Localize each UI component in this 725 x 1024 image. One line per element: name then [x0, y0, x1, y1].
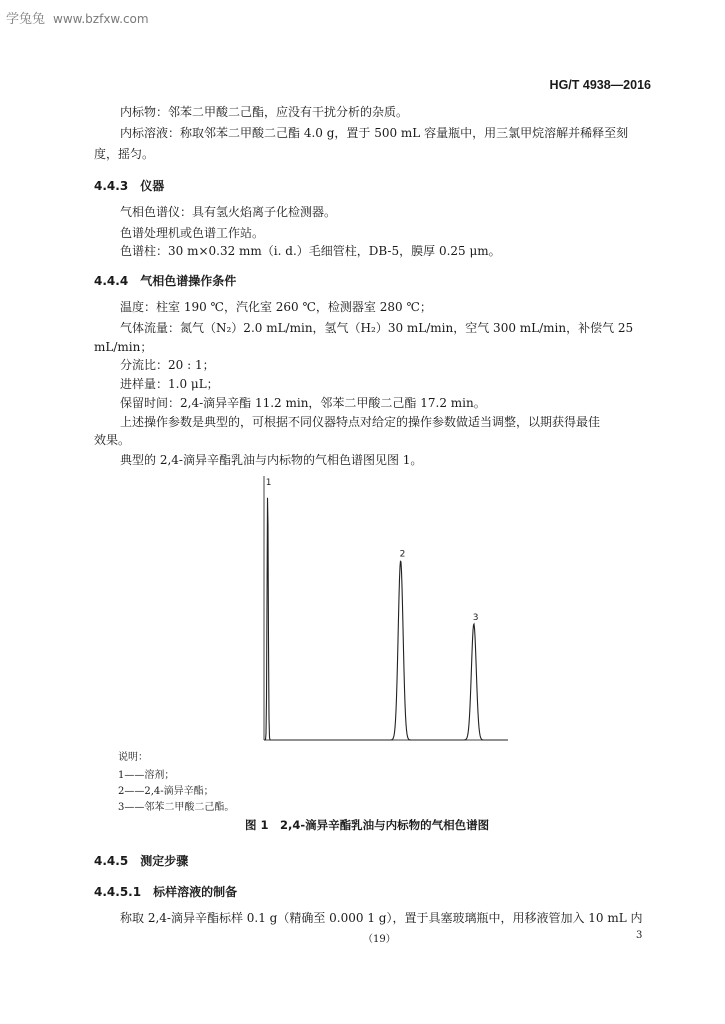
legend-separator: —— — [124, 786, 145, 797]
heading-number: 4.4.5.1 — [94, 885, 142, 899]
gas-flow-line-1: 气体流量：氮气（N₂）2.0 mL/min，氢气（H₂）30 mL/min，空气 300 mL/min，补偿气 25 — [120, 321, 634, 335]
heading-title: 仪器 — [140, 179, 165, 193]
legend-item — [118, 798, 234, 813]
instrument-column-line: 色谱柱：30 m×0.32 mm（i. d.）毛细管柱，DB-5，膜厚 0.25 μm。 — [120, 244, 501, 258]
legend-number: 3 — [118, 802, 125, 813]
heading-title: 气相色谱操作条件 — [140, 274, 237, 288]
figure-reference-line: 典型的 2,4-滴异辛酯乳油与内标物的气相色谱图见图 1。 — [120, 453, 423, 467]
legend-number: 1 — [118, 770, 125, 781]
temperature-line: 温度：柱室 190 ℃，汽化室 260 ℃，检测器室 280 ℃； — [120, 300, 432, 314]
watermark-url: www.bzfxw.com — [53, 12, 149, 26]
retention-line: 保留时间：2,4-滴异辛酯 11.2 min，邻苯二甲酸二己酯 17.2 min。 — [120, 396, 486, 410]
legend-separator: —— — [124, 802, 145, 813]
legend-text: 2,4-滴异辛酯； — [144, 786, 214, 797]
internal-standard-line: 内标物：邻苯二甲酸二己酯，应没有干扰分析的杂质。 — [120, 105, 409, 119]
legend-text: 溶剂； — [144, 770, 175, 781]
figure-caption: 图 1 2,4-滴异辛酯乳油与内标物的气相色谱图 — [245, 818, 490, 832]
watermark-site: 学兔兔 — [6, 12, 46, 27]
peak-label: 1 — [265, 478, 272, 489]
heading-title: 标样溶液的制备 — [153, 885, 238, 899]
procedure-line: 称取 2,4-滴异辛酯标样 0.1 g（精确至 0.000 1 g），置于具塞玻璃瓶中，用移液管加入 10 mL 内 — [120, 911, 643, 925]
series-line — [264, 498, 508, 740]
injection-line: 进样量：1.0 μL； — [120, 377, 219, 391]
typical-line-2: 效果。 — [94, 433, 131, 447]
split-ratio-line: 分流比：20 : 1； — [120, 358, 215, 372]
peak-label: 2 — [399, 549, 406, 560]
page-number: 3 — [636, 930, 643, 941]
instrument-gc-line: 气相色谱仪：具有氢火焰离子化检测器。 — [120, 205, 337, 219]
peak-label: 3 — [472, 612, 479, 623]
legend-separator: —— — [124, 770, 145, 781]
standard-code: HG/T 4938—2016 — [549, 78, 651, 92]
instrument-ws-line: 色谱处理机或色谱工作站。 — [120, 226, 265, 240]
heading-number: 4.4.5 — [94, 854, 129, 868]
is-solution-line-1: 内标溶液：称取邻苯二甲酸二己酯 4.0 g，置于 500 mL 容量瓶中，用三氯甲烷溶解并稀释至刻 — [120, 126, 629, 140]
legend-text: 邻苯二甲酸二己酯。 — [144, 802, 235, 813]
heading-number: 4.4.3 — [94, 179, 129, 193]
legend-item — [118, 766, 174, 781]
legend-title: 说明： — [118, 752, 148, 763]
gas-flow-line-2: mL/min； — [94, 340, 153, 354]
legend-number: 2 — [118, 786, 125, 797]
heading-4-4-5-1 — [94, 883, 237, 900]
typical-line-1: 上述操作参数是典型的，可根据不同仪器特点对给定的操作参数做适当调整，以期获得最佳 — [120, 415, 601, 429]
page-note: （19） — [363, 934, 396, 945]
heading-number: 4.4.4 — [94, 274, 129, 288]
legend-item — [118, 782, 214, 797]
heading-title: 测定步骤 — [140, 854, 189, 868]
heading-4-4-5 — [94, 852, 188, 869]
is-solution-line-2: 度，摇匀。 — [94, 147, 155, 161]
